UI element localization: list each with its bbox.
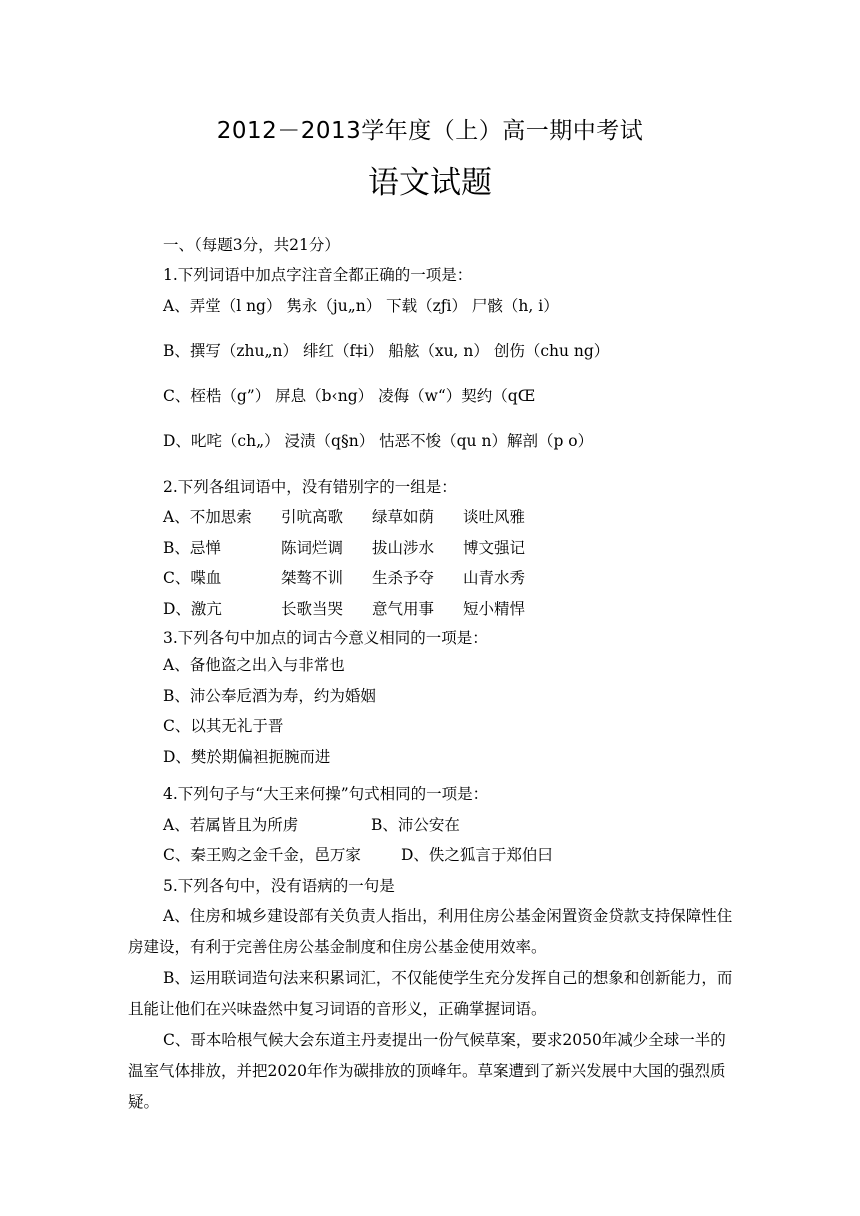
q1-option-a: A、弄堂（l ng） 隽永（ju„n） 下载（zƒi） 尸骸（h, i）	[163, 297, 559, 315]
q2-cell: 意气用事	[372, 600, 435, 618]
q2-cell: 陈词烂调	[281, 539, 344, 557]
q2-cell: 山青水秀	[463, 569, 526, 587]
q2-cell: 生杀予夺	[372, 569, 435, 587]
q3-option-c: C、以其无礼于晋	[163, 717, 284, 735]
q2-cell: 绿草如荫	[372, 508, 435, 526]
q2-cell: A、不加思索	[163, 508, 252, 526]
exam-subtitle: 语文试题	[368, 165, 492, 201]
q2-stem: 2.下列各组词语中，没有错别字的一组是：	[163, 478, 457, 496]
q4-option-b: B、沛公安在	[371, 816, 460, 834]
q1-option-d: D、叱咤（ch„） 浸渍（q§n） 怙恶不悛（qu n）解剖（p o）	[163, 432, 594, 450]
q1-stem: 1.下列词语中加点字注音全都正确的一项是：	[163, 266, 473, 284]
q2-cell: C、喋血	[163, 569, 222, 587]
q2-cell: 引吭高歌	[281, 508, 344, 526]
q5-option-c: C、哥本哈根气候大会东道主丹麦提出一份气候草案，要求2050年减少全球一半的温室气体排放，并把2020年作为碳排放的顶峰年。草案遭到了新兴发展中大国的强烈质疑。	[128, 1031, 726, 1111]
q2-cell: 长歌当哭	[281, 600, 344, 618]
q5-option-a: A、住房和城乡建设部有关负责人指出，利用住房公基金闲置资金贷款支持保障性住房建设，有利于完善住房公基金制度和住房公基金使用效率。	[128, 907, 733, 956]
q4-row-ab	[163, 814, 460, 836]
q2-cell: B、忌惮	[163, 539, 221, 557]
q2-row-b	[163, 537, 525, 559]
q2-cell: 桀骜不训	[281, 569, 344, 587]
q2-row-c	[163, 567, 525, 589]
q2-row-d	[163, 598, 525, 620]
q2-cell: D、激亢	[163, 600, 222, 618]
q5-stem: 5.下列各句中，没有语病的一句是	[163, 877, 395, 895]
q4-stem: 4.下列句子与“大王来何操”句式相同的一项是：	[163, 785, 489, 803]
exam-title: 2012－2013学年度（上）高一期中考试	[216, 118, 644, 144]
q5-option-b: B、运用联词造句法来积累词汇，不仅能使学生充分发挥自己的想象和创新能力，而且能让他们在兴味盎然中复习词语的音形义，正确掌握词语。	[128, 969, 733, 1018]
section-label: 一、（每题3分，共21分）	[163, 236, 340, 254]
q4-option-a: A、若属皆且为所虏	[163, 816, 299, 834]
q1-option-b: B、撰写（zhu„n） 绯红（f‡i） 船舷（xu, n） 创伤（chu ng）	[163, 342, 610, 360]
q2-cell: 博文强记	[463, 539, 526, 557]
q3-option-d: D、樊於期偏袒扼腕而进	[163, 748, 331, 766]
q2-cell: 短小精悍	[463, 600, 526, 618]
q4-option-d: D、佚之狐言于郑伯曰	[401, 846, 553, 864]
q2-row-a	[163, 506, 525, 528]
q2-cell: 谈吐风雅	[463, 508, 526, 526]
q3-option-a: A、备他盗之出入与非常也	[163, 656, 345, 674]
q3-option-b: B、沛公奉卮酒为寿，约为婚姻	[163, 687, 376, 705]
q3-stem: 3.下列各句中加点的词古今意义相同的一项是：	[163, 629, 488, 647]
q4-option-c: C、秦王购之金千金，邑万家	[163, 846, 361, 864]
q2-cell: 拔山涉水	[372, 539, 435, 557]
q1-option-c: C、桎梏（g”） 屏息（b‹ng） 凌侮（w“）契约（qŒ	[163, 387, 536, 405]
q4-row-cd	[163, 844, 553, 866]
